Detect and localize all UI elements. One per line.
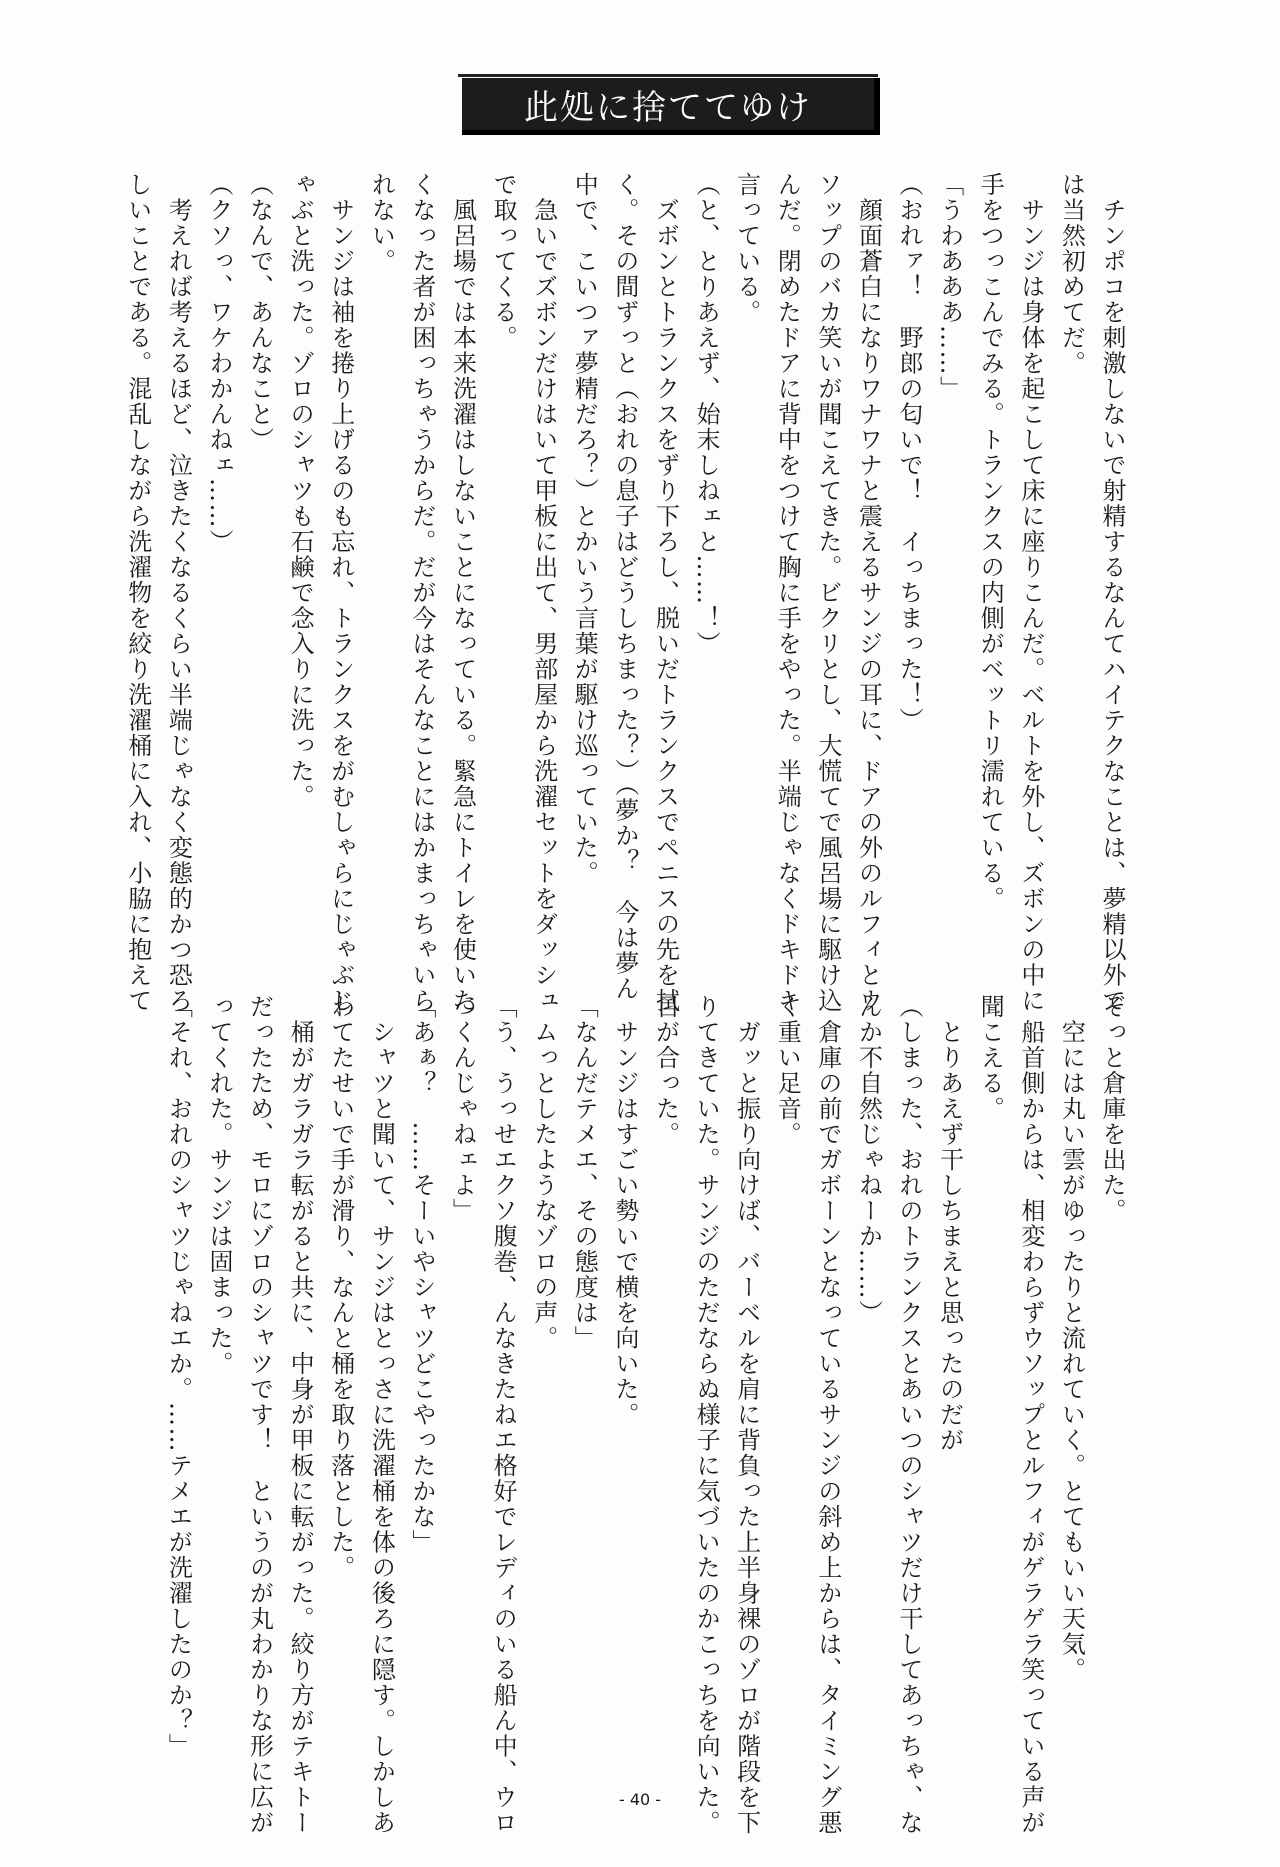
chapter-title: 此処に捨ててゆけ [524,87,812,128]
text-column: サンジはすごい勢いで横を向いた。 [610,994,639,1428]
text-column: チンポコを刺激しないで射精するなんてハイテクなことは、夢精以外で [1098,172,1126,1014]
text-column: ズボンとトランクスをずり下ろし、脱いだトランクスでペニスの先を拭 [651,172,680,1014]
text-column: ムっとしたようなゾロの声。 [529,994,558,1351]
text-column: んか不自然じゃねーか……） [854,994,883,1326]
text-column: ゃぶと洗った。ゾロのシャツも石鹸で念入りに洗った。 [286,172,315,810]
text-column: んだ。閉めたドアに背中をつけて胸に手をやった。半端じゃなくドキドキ [773,172,802,1014]
text-column: 「なんだテメエ、その態度は」 [570,994,599,1351]
text-column: く。その間ずっと（おれの息子はどうしちまった？）（夢か？ 今は夢ん [610,172,639,1002]
text-column: ってくれた。サンジは固まった。 [204,994,233,1377]
text-column: わてたせいで手が滑り、なんと桶を取り落とした。 [326,994,355,1581]
text-column: 倉庫の前でガボーンとなっているサンジの斜め上からは、タイミング悪 [813,994,842,1836]
text-column: そっと倉庫を出た。 [1098,994,1126,1224]
text-column: は当然初めてだ。 [1057,172,1086,376]
text-column: く重い足音。 [773,994,802,1147]
text-column: （クソっ、ワケわかんねェ……） [204,172,233,555]
text-column: 風呂場では本来洗濯はしないことになっている。緊急にトイレを使いた [448,172,477,1014]
text-column: 「う、うっせエクソ腹巻、んなきたねエ格好でレディのいる船ん中、ウロ [489,994,518,1836]
text-column: （しまった、おれのトランクスとあいつのシャツだけ干してあっちゃ、な [895,994,924,1836]
text-column: 言っている。 [732,172,761,325]
text-column: 「うわあああ……」 [935,172,964,402]
text-column: 「それ、おれのシャツじゃねエか。……テメエが洗濯したのか？」 [164,994,193,1759]
text-column: 手をつっこんでみる。トランクスの内側がベットリ濡れている。 [976,172,1005,912]
text-column: 桶がガラガラ転がると共に、中身が甲板に転がった。絞り方がテキトー [286,994,315,1836]
text-column: サンジは身体を起こして床に座りこんだ。ベルトを外し、ズボンの中に [1016,172,1045,1014]
text-column: 聞こえる。 [976,994,1005,1122]
text-column: サンジは袖を捲り上げるのも忘れ、トランクスをがむしゃらにじゃぶじ [326,172,355,1014]
text-column: とりあえず干しちまえと思ったのだが [935,994,964,1453]
text-column: くなった者が困っちゃうからだ。だが今はそんなことにはかまっちゃいら [407,172,436,1014]
text-column: 急いでズボンだけはいて甲板に出て、男部屋から洗濯セットをダッシュ [529,172,558,1014]
text-column: 中で、こいつァ夢精だろ？）とかいう言葉が駆け巡っていた。 [570,172,599,886]
text-column: シャツと聞いて、サンジはとっさに洗濯桶を体の後ろに隠す。しかしあ [367,994,396,1836]
text-column: だったため、モロにゾロのシャツです！ というのが丸わかりな形に広が [245,994,274,1836]
text-column: ガッと振り向けば、バーベルを肩に背負った上半身裸のゾロが階段を下 [732,994,761,1836]
text-column: 考えれば考えるほど、泣きたくなるくらい半端じゃなく変態的かつ恐ろ [164,172,193,1014]
text-column: つくんじゃねェよ」 [448,994,477,1224]
text-column: れない。 [367,172,396,274]
text-block-top [117,172,1132,1014]
page-number: - 40 - [618,1790,662,1809]
text-column: 顔面蒼白になりワナワナと震えるサンジの耳に、ドアの外のルフィとウ [854,172,883,1014]
text-column: 「あぁ？ ……そーいやシャツどこやったかな」 [407,994,436,1555]
text-column: しいことである。混乱しながら洗濯物を絞り洗濯桶に入れ、小脇に抱えて [123,172,152,1014]
text-column: 目が合った。 [651,994,680,1147]
text-column: で取ってくる。 [489,172,518,351]
text-column: （と、とりあえず、始末しねェと……！） [692,172,721,657]
text-column: （なんで、あんなこと） [245,172,274,453]
text-column: 空には丸い雲がゆったりと流れていく。とてもいい天気。 [1057,994,1086,1683]
text-column: りてきていた。サンジのただならぬ様子に気づいたのかこっちを向いた。 [692,994,721,1836]
text-column: （おれァ！ 野郎の匂いで！ イっちまった！） [895,172,924,733]
text-column: 船首側からは、相変わらずウソップとルフィがゲラゲラ笑っている声が [1016,994,1045,1836]
text-column: ソップのバカ笑いが聞こえてきた。ビクリとし、大慌てで風呂場に駆け込 [813,172,842,1014]
chapter-title-banner [462,78,874,135]
